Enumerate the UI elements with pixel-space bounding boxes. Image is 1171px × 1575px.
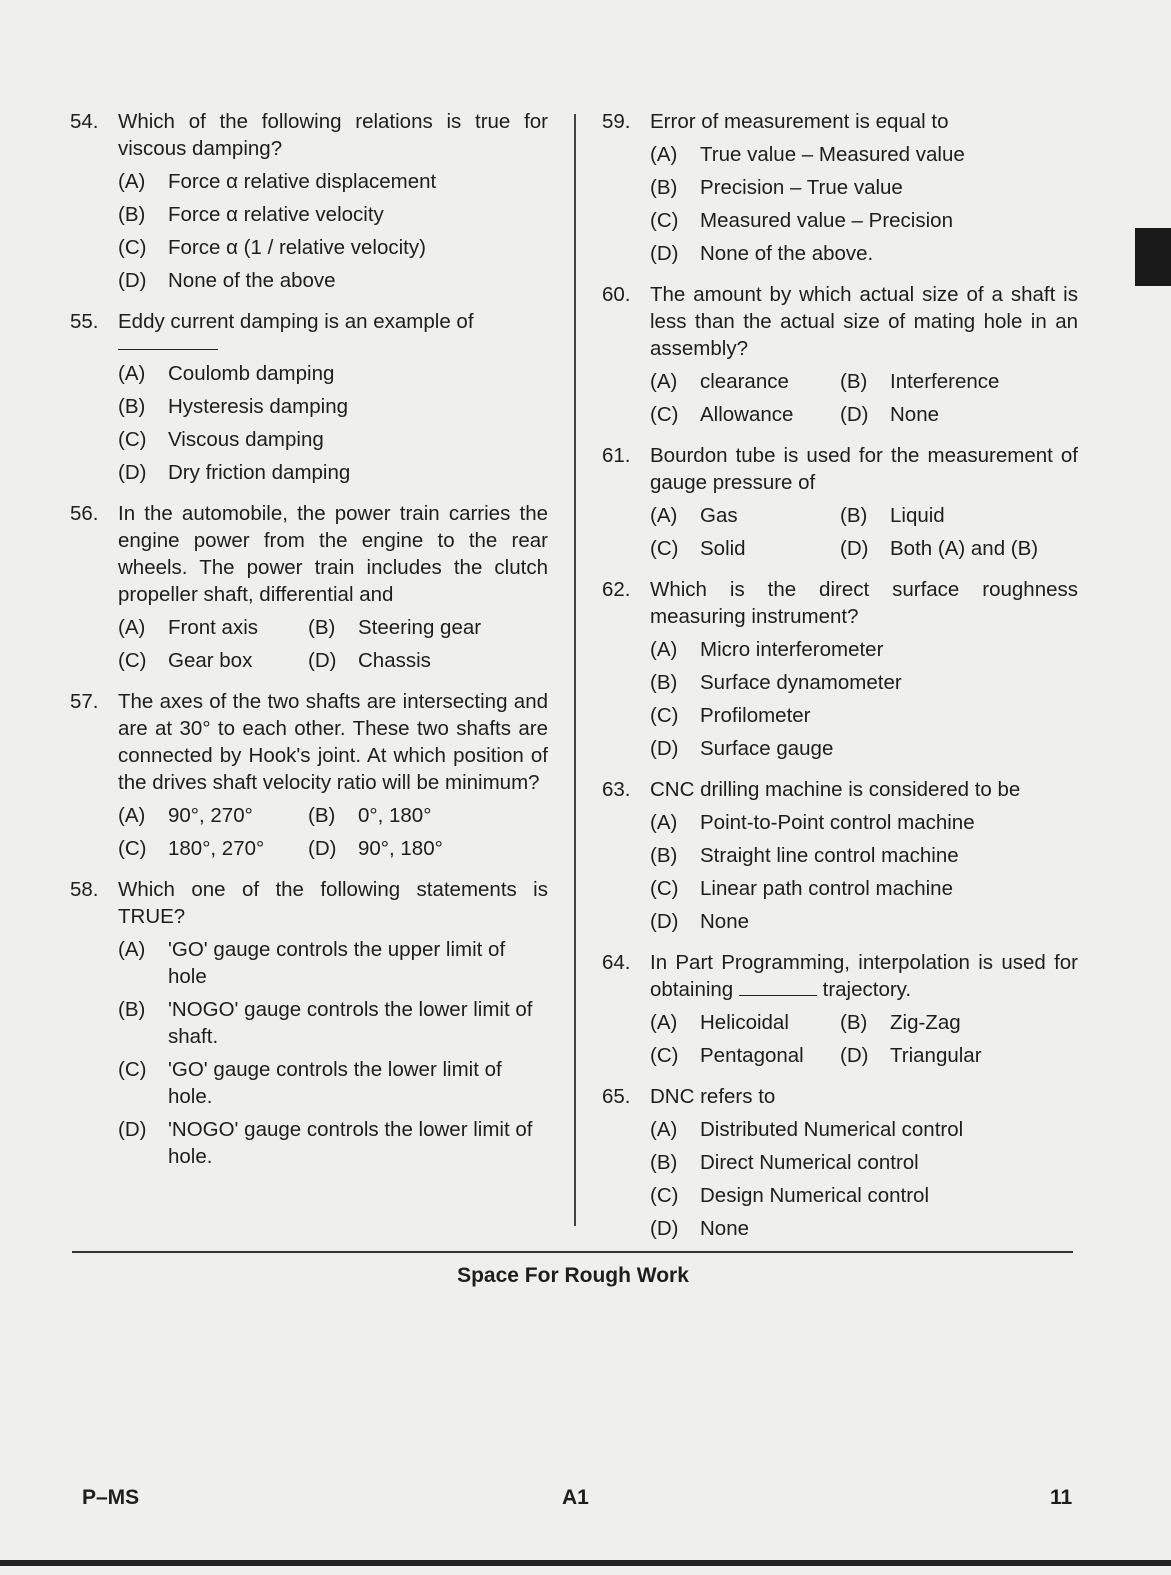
question-stem: [602, 108, 1078, 135]
option: [118, 802, 308, 829]
option-label: (B): [650, 176, 678, 199]
option: [118, 360, 548, 387]
option: [650, 240, 1078, 267]
option-label: (A): [650, 638, 678, 661]
question-stem: [602, 949, 1078, 1003]
footer-booklet-series: A1: [562, 1486, 589, 1509]
options: [650, 809, 1078, 935]
question-58: [70, 876, 548, 1170]
left-column: [70, 108, 548, 1184]
options: [650, 636, 1078, 762]
question-62: [602, 576, 1078, 762]
question-63: [602, 776, 1078, 935]
option: [840, 1042, 982, 1069]
option: [650, 669, 1078, 696]
option-text: Steering gear: [358, 616, 482, 639]
question-stem: [70, 876, 548, 930]
option-text: Viscous damping: [168, 428, 324, 451]
question-number: 60.: [602, 283, 631, 306]
question-text-wrap: [118, 688, 548, 796]
option-text: Force α relative displacement: [168, 170, 437, 193]
option-text: Force α relative velocity: [168, 203, 384, 226]
question-number: 56.: [70, 502, 99, 525]
option: [118, 1056, 548, 1110]
question-text: DNC refers to: [650, 1085, 776, 1108]
option: [650, 535, 840, 562]
question-stem: [602, 576, 1078, 630]
option-label: (C): [118, 236, 147, 259]
option: [118, 168, 548, 195]
option-label: (B): [650, 844, 678, 867]
column-divider: [574, 114, 576, 1226]
options: [650, 502, 1078, 562]
question-text-wrap: [118, 308, 548, 354]
option-text: Chassis: [358, 649, 431, 672]
question-stem: [70, 108, 548, 162]
question-54: [70, 108, 548, 294]
question-65: [602, 1083, 1078, 1242]
option-label: (C): [650, 1044, 679, 1067]
options: [118, 614, 548, 674]
option-text: None: [700, 1217, 750, 1240]
option-label: (C): [118, 649, 147, 672]
option-text: clearance: [700, 370, 789, 393]
option: [650, 207, 1078, 234]
option: [118, 936, 548, 990]
option: [650, 875, 1078, 902]
option-text: 'GO' gauge controls the upper limit of hole: [168, 938, 506, 988]
option-text: Precision – True value: [700, 176, 903, 199]
option-text: Allowance: [700, 403, 794, 426]
question-60: [602, 281, 1078, 428]
footer-paper-code: P–MS: [82, 1486, 140, 1509]
question-number: 55.: [70, 310, 99, 333]
option-row: [118, 802, 548, 829]
question-text: In the automobile, the power train carries the engine power from the engine to the rear wheels. The power train includes the clutch propeller shaft, differential and: [118, 502, 548, 606]
rough-work-heading: Space For Rough Work: [457, 1264, 689, 1287]
question-number: 57.: [70, 690, 99, 713]
option-text: 90°, 180°: [358, 837, 443, 860]
options: [650, 1116, 1078, 1242]
option-text: Liquid: [890, 504, 945, 527]
question-text: Bourdon tube is used for the measurement of gauge pressure of: [650, 444, 1078, 494]
question-text-wrap: [118, 500, 548, 608]
option: [650, 401, 840, 428]
option-label: (D): [840, 1044, 869, 1067]
question-number: 61.: [602, 444, 631, 467]
question-text: The axes of the two shafts are intersecting and are at 30° to each other. These two shafts are connected by Hook's joint. At which position of the drives shaft velocity ratio will be minimum?: [118, 690, 548, 794]
question-number: 64.: [602, 951, 631, 974]
question-text-wrap: [650, 1083, 1078, 1110]
option: [118, 614, 308, 641]
option-label: (B): [118, 395, 146, 418]
options: [650, 368, 1078, 428]
question-stem: [602, 281, 1078, 362]
rough-work-rule: [72, 1251, 1073, 1253]
option-text: Straight line control machine: [700, 844, 959, 867]
option-label: (C): [118, 837, 147, 860]
option-text: 'GO' gauge controls the lower limit of hole.: [168, 1058, 502, 1108]
question-text: Which is the direct surface roughness measuring instrument?: [650, 578, 1078, 628]
option: [308, 614, 481, 641]
option-label: (A): [118, 362, 146, 385]
question-text-wrap: [650, 576, 1078, 630]
option-label: (D): [118, 269, 147, 292]
question-number: 62.: [602, 578, 631, 601]
option: [840, 401, 939, 428]
options: [650, 1009, 1078, 1069]
question-number: 59.: [602, 110, 631, 133]
option-row: [650, 1042, 1078, 1069]
option-label: (C): [650, 209, 679, 232]
option-label: (D): [118, 1118, 147, 1141]
options: [650, 141, 1078, 267]
option-text: None: [700, 910, 750, 933]
question-stem: [602, 442, 1078, 496]
option-text: Surface dynamometer: [700, 671, 902, 694]
option: [840, 368, 999, 395]
options: [118, 360, 548, 486]
option-text: Force α (1 / relative velocity): [168, 236, 426, 259]
option: [118, 996, 548, 1050]
option: [118, 201, 548, 228]
option: [308, 647, 431, 674]
question-text: In Part Programming, interpolation is used for obtaining: [650, 951, 1078, 1001]
option-row: [650, 535, 1078, 562]
answer-blank: [739, 979, 817, 996]
question-number: 54.: [70, 110, 99, 133]
question-text-wrap: [650, 108, 1078, 135]
option: [650, 735, 1078, 762]
option-label: (A): [650, 1118, 678, 1141]
option: [118, 234, 548, 261]
bottom-scan-edge: [0, 1560, 1171, 1566]
option-label: (A): [650, 1011, 678, 1034]
option-label: (C): [650, 877, 679, 900]
question-number: 63.: [602, 778, 631, 801]
question-text-wrap: [650, 281, 1078, 362]
question-text: Error of measurement is equal to: [650, 110, 949, 133]
option-text: 'NOGO' gauge controls the lower limit of shaft.: [168, 998, 533, 1048]
option-text: Gas: [700, 504, 738, 527]
option: [308, 835, 443, 862]
option: [118, 647, 308, 674]
question-text-wrap: [650, 442, 1078, 496]
option-label: (D): [840, 537, 869, 560]
question-text: The amount by which actual size of a shaft is less than the actual size of mating hole in an assembly?: [650, 283, 1078, 360]
option-text: Coulomb damping: [168, 362, 335, 385]
option-label: (A): [118, 938, 146, 961]
option-label: (B): [118, 203, 146, 226]
option-label: (B): [308, 616, 336, 639]
option-label: (D): [650, 1217, 679, 1240]
option-label: (B): [840, 1011, 868, 1034]
option-label: (A): [118, 170, 146, 193]
option: [650, 809, 1078, 836]
option-label: (C): [118, 428, 147, 451]
option: [650, 702, 1078, 729]
option-label: (C): [650, 403, 679, 426]
option-text: Gear box: [168, 649, 253, 672]
option: [650, 1042, 840, 1069]
option-text: Linear path control machine: [700, 877, 953, 900]
option-label: (D): [650, 910, 679, 933]
option-label: (A): [118, 616, 146, 639]
question-55: [70, 308, 548, 486]
option: [650, 1215, 1078, 1242]
option-text: Zig-Zag: [890, 1011, 961, 1034]
option-text: Measured value – Precision: [700, 209, 953, 232]
option-text: Design Numerical control: [700, 1184, 930, 1207]
option-row: [650, 1009, 1078, 1036]
option: [650, 1116, 1078, 1143]
question-text-wrap: [118, 108, 548, 162]
option: [118, 1116, 548, 1170]
question-stem: [602, 1083, 1078, 1110]
option-text: None: [890, 403, 940, 426]
option-text: Helicoidal: [700, 1011, 789, 1034]
question-stem: [70, 500, 548, 608]
page-edge-tab: [1135, 228, 1171, 286]
option-text: Both (A) and (B): [890, 537, 1039, 560]
option: [650, 842, 1078, 869]
option-text: Distributed Numerical control: [700, 1118, 964, 1141]
question-text-wrap: [650, 949, 1078, 1003]
option: [840, 535, 1038, 562]
option: [650, 502, 840, 529]
option-text: Interference: [890, 370, 1000, 393]
option: [650, 141, 1078, 168]
option: [308, 802, 431, 829]
question-text-after-blank: trajectory.: [822, 978, 912, 1001]
question-57: [70, 688, 548, 862]
option-text: Profilometer: [700, 704, 811, 727]
option: [118, 835, 308, 862]
option: [118, 459, 548, 486]
option-text: Surface gauge: [700, 737, 834, 760]
question-text: CNC drilling machine is considered to be: [650, 778, 1021, 801]
option: [650, 1182, 1078, 1209]
question-number: 65.: [602, 1085, 631, 1108]
question-text: Which of the following relations is true for viscous damping?: [118, 110, 548, 160]
question-number: 58.: [70, 878, 99, 901]
question-text-wrap: [650, 776, 1078, 803]
options: [118, 936, 548, 1170]
option-label: (B): [650, 671, 678, 694]
option: [650, 636, 1078, 663]
question-stem: [70, 688, 548, 796]
option-label: (A): [118, 804, 146, 827]
option-text: Direct Numerical control: [700, 1151, 919, 1174]
option-label: (A): [650, 370, 678, 393]
options: [118, 168, 548, 294]
option-text: Triangular: [890, 1044, 982, 1067]
option-label: (A): [650, 504, 678, 527]
option-text: Dry friction damping: [168, 461, 351, 484]
option-text: Micro interferometer: [700, 638, 884, 661]
option-row: [118, 835, 548, 862]
answer-blank: [118, 335, 218, 350]
option-label: (B): [118, 998, 146, 1021]
option-text: Point-to-Point control machine: [700, 811, 975, 834]
option: [650, 174, 1078, 201]
option-label: (C): [650, 1184, 679, 1207]
option-text: Pentagonal: [700, 1044, 804, 1067]
option-label: (A): [650, 811, 678, 834]
question-59: [602, 108, 1078, 267]
question-text: Which one of the following statements is TRUE?: [118, 878, 548, 928]
option-label: (C): [118, 1058, 147, 1081]
option-row: [650, 502, 1078, 529]
option-row: [118, 647, 548, 674]
options: [118, 802, 548, 862]
question-56: [70, 500, 548, 674]
option: [840, 502, 945, 529]
option-text: Solid: [700, 537, 746, 560]
option-label: (D): [308, 837, 337, 860]
option-text: 180°, 270°: [168, 837, 265, 860]
question-stem: [602, 776, 1078, 803]
option-label: (B): [650, 1151, 678, 1174]
option-text: 0°, 180°: [358, 804, 432, 827]
option-row: [118, 614, 548, 641]
option: [650, 1009, 840, 1036]
option-label: (D): [650, 737, 679, 760]
option-row: [650, 401, 1078, 428]
option-text: None of the above: [168, 269, 336, 292]
option: [840, 1009, 961, 1036]
right-column: [602, 108, 1078, 1256]
option-label: (C): [650, 704, 679, 727]
option-text: 90°, 270°: [168, 804, 253, 827]
question-text-wrap: [118, 876, 548, 930]
option: [650, 368, 840, 395]
option-text: 'NOGO' gauge controls the lower limit of hole.: [168, 1118, 533, 1168]
option-label: (B): [308, 804, 336, 827]
option: [118, 393, 548, 420]
question-61: [602, 442, 1078, 562]
option-label: (D): [650, 242, 679, 265]
option: [118, 426, 548, 453]
option-row: [650, 368, 1078, 395]
option-label: (B): [840, 370, 868, 393]
question-text: Eddy current damping is an example of: [118, 310, 474, 333]
option-text: True value – Measured value: [700, 143, 965, 166]
option-text: None of the above.: [700, 242, 874, 265]
question-64: [602, 949, 1078, 1069]
option-label: (D): [118, 461, 147, 484]
option: [650, 908, 1078, 935]
option: [118, 267, 548, 294]
question-stem: [70, 308, 548, 354]
option-label: (B): [840, 504, 868, 527]
option-label: (C): [650, 537, 679, 560]
option: [650, 1149, 1078, 1176]
option-label: (D): [840, 403, 869, 426]
footer-page-number: 11: [1050, 1486, 1073, 1509]
option-label: (A): [650, 143, 678, 166]
option-label: (D): [308, 649, 337, 672]
option-text: Front axis: [168, 616, 258, 639]
option-text: Hysteresis damping: [168, 395, 349, 418]
